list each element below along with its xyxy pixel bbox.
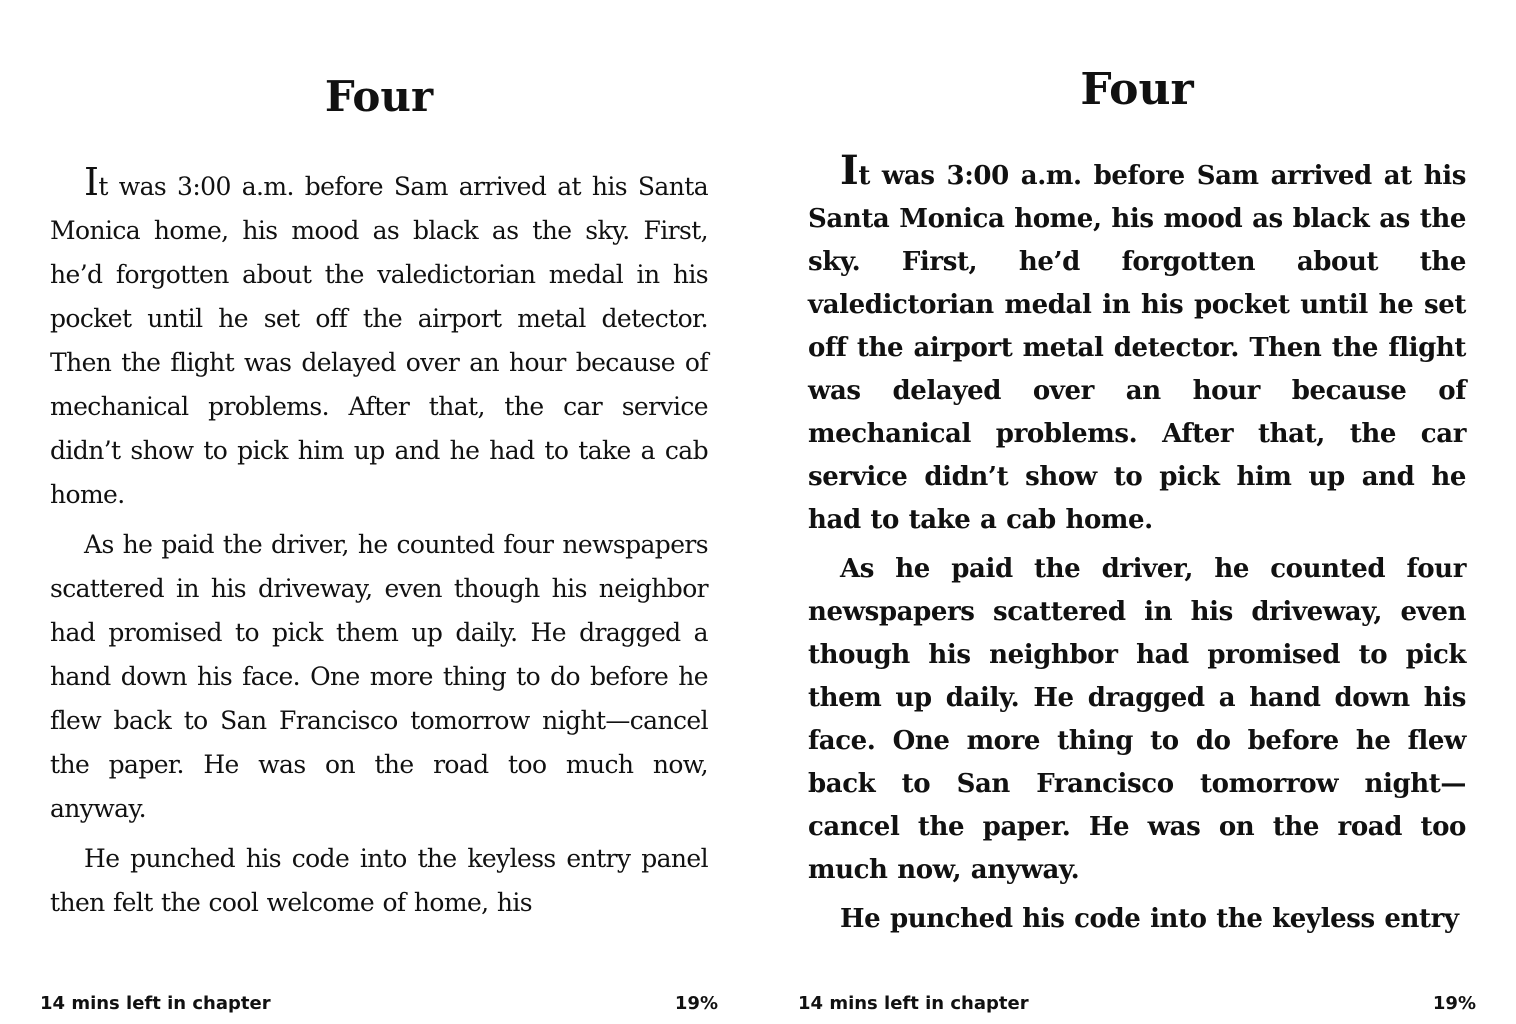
reading-progress-percent: 19% [674,993,718,1014]
chapter-title: Four [324,72,434,121]
time-left-in-chapter: 14 mins left in chapter [798,993,1029,1014]
chapter-title: Four [1080,64,1194,115]
paragraph [50,160,708,517]
paragraph-text: t was 3:00 a.m. before Sam arrived at his Santa Monica home, his mood as black as the sky. First, he’d forgotten about the valedictorian medal in his pocket until he set off the airport metal detector. Then the flight was delayed over an hour because of mechanical problems. After that, the car service didn’t show to pick him up and he had to take a cab home. [50,172,708,509]
paragraph-text: t was 3:00 a.m. before Sam arrived at his Santa Monica home, his mood as black as the sky. First, he’d forgotten about the valedictorian medal in his pocket until he set off the airport metal detector. Then the flight was delayed over an hour because of mechanical problems. After that, the car service didn’t show to pick him up and he had to take a cab home. [808,161,1466,535]
paragraph: As he paid the driver, he counted four newspapers scattered in his driveway, even though his neighbor had promised to pick them up daily. He dragged a hand down his face. One more thing to do before he flew back to San Francisco tomorrow night—cancel the paper. He was on the road too much now, anyway. [50,530,708,823]
paragraph [808,147,1466,542]
chapter-body-text [808,147,1466,947]
drop-initial: I [84,160,99,204]
paragraph: As he paid the driver, he counted four newspapers scattered in his driveway, even though his neighbor had promised to pick them up daily. He dragged a hand down his face. One more thing to do before he flew back to San Francisco tomorrow night—cancel the paper. He was on the road too much now, anyway. [808,554,1466,885]
time-left-in-chapter: 14 mins left in chapter [40,993,271,1014]
reader-page-right[interactable] [758,0,1516,1024]
paragraph: He punched his code into the keyless entry panel then felt the cool welcome of home, his [50,844,708,917]
paragraph: He punched his code into the keyless entry [840,904,1459,934]
reading-progress-percent: 19% [1432,993,1476,1014]
chapter-body-text [50,160,708,931]
drop-initial: I [840,147,859,194]
